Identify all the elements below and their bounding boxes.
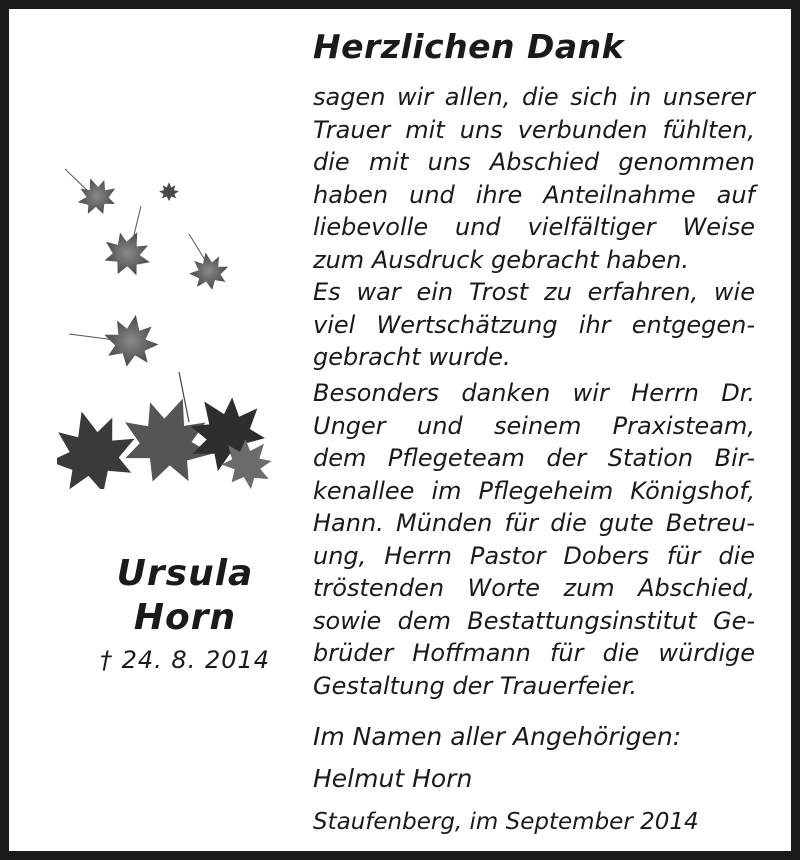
deceased-last-name: Horn [133,597,237,638]
text-line: zum Ausdruck gebracht haben. [313,245,689,274]
signature-name: Helmut Horn [313,764,473,793]
text-line: dem Pflegeteam der Station Bir- [313,444,755,472]
place-and-date: Staufenberg, im September 2014 [313,809,699,835]
leaf-medium-right [186,234,232,293]
text-line: Hann. Münden für die gute Betreu- [313,509,755,537]
text-line: Es war ein Trost zu erfahren, wie [313,278,755,306]
text-line: Unger und seinem Praxisteam, [313,411,755,440]
signature-intro: Im Namen aller Angehörigen: [313,722,682,751]
autumn-leaves-illustration [57,164,277,489]
leaf-tiny-top [159,182,179,201]
deceased-first-name: Ursula [116,553,254,594]
text-line: kenallee im Pflegeheim Königshof, [313,476,755,505]
text-line: sagen wir allen, die sich in unserer [313,83,755,111]
notice-heading: Herzlichen Dank [313,27,625,66]
death-date: † 24. 8. 2014 [99,646,271,674]
special-thanks-paragraph [313,377,755,702]
text-line: viel Wertschätzung ihr entgegen- [313,310,755,339]
text-line: brüder Hoffmann für die würdige [313,639,755,667]
leaf-medium-left [96,206,159,284]
deceased-name-block [69,552,301,674]
text-line: gebracht wurde. [313,343,511,371]
text-line: tröstenden Worte zum Abschied, [313,574,755,602]
text-line: Trauer mit uns verbunden fühlten, [313,115,755,144]
leaf-pile-bottom [57,372,277,489]
text-line: Gestaltung der Trauerfeier. [313,671,637,700]
leaf-large-middle [69,310,163,371]
text-line: ung, Herrn Pastor Dobers für die [313,541,755,570]
text-line: Besonders danken wir Herrn Dr. [313,379,755,407]
leaf-small-top-left [65,169,122,221]
text-line: die mit uns Abschied genommen [313,148,755,176]
text-line: liebevolle und vielfältiger Weise [313,213,755,241]
text-line: haben und ihre Anteilnahme auf [313,180,755,209]
intro-paragraph [313,81,755,374]
text-line: sowie dem Bestattungsinstitut Ge- [313,606,755,635]
